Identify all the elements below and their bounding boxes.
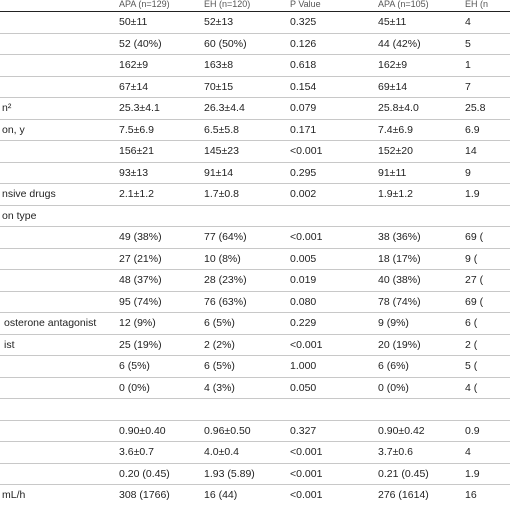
row-label: on, y <box>0 119 116 141</box>
table-cell: 91±11 <box>375 162 462 184</box>
table-row <box>0 463 510 485</box>
table-cell: 6.5±5.8 <box>201 119 287 141</box>
table-cell: 0.171 <box>287 119 375 141</box>
table-row <box>0 356 510 378</box>
table-cell: 25 (19%) <box>116 334 201 356</box>
table-cell: 5 ( <box>462 356 510 378</box>
table-header-row <box>0 0 510 12</box>
table-cell: 7.4±6.9 <box>375 119 462 141</box>
header-cell: EH (n=120) <box>201 0 287 12</box>
table-cell: 0.005 <box>287 248 375 270</box>
table-cell: 69 ( <box>462 291 510 313</box>
header-cell <box>0 0 116 12</box>
row-label: osterone antagonist <box>0 313 116 335</box>
table-cell: 69±14 <box>375 76 462 98</box>
table-row <box>0 248 510 270</box>
table-cell: 0.050 <box>287 377 375 399</box>
table-cell: 44 (42%) <box>375 33 462 55</box>
table-cell: 25.8±4.0 <box>375 98 462 120</box>
row-label <box>0 76 116 98</box>
table-cell: 1.9 <box>462 184 510 206</box>
table-cell: 1.9 <box>462 463 510 485</box>
section-heading-row <box>0 205 510 227</box>
table-cell: 1.9±1.2 <box>375 184 462 206</box>
table-cell: 70±15 <box>201 76 287 98</box>
header-cell: EH (n <box>462 0 510 12</box>
header-cell: APA (n=129) <box>116 0 201 12</box>
table-cell: 25.3±4.1 <box>116 98 201 120</box>
table-cell: 7 <box>462 76 510 98</box>
table-cell: 50±11 <box>116 12 201 34</box>
table-cell: 152±20 <box>375 141 462 163</box>
table-cell: 2 ( <box>462 334 510 356</box>
table-cell: 38 (36%) <box>375 227 462 249</box>
table-cell: 4 (3%) <box>201 377 287 399</box>
row-label <box>0 356 116 378</box>
table-row <box>0 485 510 506</box>
table-cell: 0.154 <box>287 76 375 98</box>
row-label <box>0 12 116 34</box>
table-cell: 0.325 <box>287 12 375 34</box>
table-cell: 6 (5%) <box>116 356 201 378</box>
row-label: mL/h <box>2 489 26 502</box>
table-cell: 0 (0%) <box>375 377 462 399</box>
row-label <box>0 377 116 399</box>
table-cell: 145±23 <box>201 141 287 163</box>
table-cell: 6.9 <box>462 119 510 141</box>
table-cell: 16 <box>465 489 477 502</box>
table-cell: 0.019 <box>287 270 375 292</box>
table-cell: 0.9 <box>462 420 510 442</box>
table-cell: 0.080 <box>287 291 375 313</box>
row-label <box>0 248 116 270</box>
table-cell: 9 ( <box>462 248 510 270</box>
table-cell: 16 (44) <box>204 489 238 502</box>
table-row <box>0 119 510 141</box>
table-row <box>0 12 510 34</box>
table-row <box>0 442 510 464</box>
table-row <box>0 227 510 249</box>
table-cell: 0.079 <box>287 98 375 120</box>
row-label <box>0 442 116 464</box>
table-row <box>0 184 510 206</box>
table-cell: 1 <box>462 55 510 77</box>
table-cell: 7.5±6.9 <box>116 119 201 141</box>
table-cell: 9 (9%) <box>375 313 462 335</box>
table-cell: 0.618 <box>287 55 375 77</box>
table-cell: 25.8 <box>462 98 510 120</box>
section-heading: on type <box>0 205 510 227</box>
row-label <box>0 162 116 184</box>
table-cell: 162±9 <box>375 55 462 77</box>
table-cell: 48 (37%) <box>116 270 201 292</box>
header-cell: APA (n=105) <box>375 0 462 12</box>
table-cell: 40 (38%) <box>375 270 462 292</box>
table-cell: 49 (38%) <box>116 227 201 249</box>
table-cell: 4.0±0.4 <box>201 442 287 464</box>
table-cell: <0.001 <box>287 227 375 249</box>
table-cell: 27 (21%) <box>116 248 201 270</box>
table-cell: 6 ( <box>462 313 510 335</box>
table-row <box>0 334 510 356</box>
row-label <box>0 270 116 292</box>
table-row <box>0 162 510 184</box>
table-cell: 308 (1766) <box>119 489 170 502</box>
table-cell: 52 (40%) <box>116 33 201 55</box>
table-cell: 0.327 <box>287 420 375 442</box>
table-cell: 1.7±0.8 <box>201 184 287 206</box>
row-label: nsive drugs <box>0 184 116 206</box>
table-cell: 77 (64%) <box>201 227 287 249</box>
table-cell: 6 (5%) <box>201 313 287 335</box>
table-row <box>0 55 510 77</box>
table-cell: 45±11 <box>375 12 462 34</box>
table-cell: 0.295 <box>287 162 375 184</box>
table-cell: 3.7±0.6 <box>375 442 462 464</box>
table-cell: 4 ( <box>462 377 510 399</box>
table-cell: 52±13 <box>201 12 287 34</box>
table-cell: <0.001 <box>287 463 375 485</box>
table-cell: <0.001 <box>287 141 375 163</box>
table-cell: 156±21 <box>116 141 201 163</box>
table-cell: 14 <box>462 141 510 163</box>
table-cell: 76 (63%) <box>201 291 287 313</box>
table-cell: 4 <box>462 12 510 34</box>
table-cell: 10 (8%) <box>201 248 287 270</box>
table-cell: 78 (74%) <box>375 291 462 313</box>
table-cell: 28 (23%) <box>201 270 287 292</box>
table-cell: 91±14 <box>201 162 287 184</box>
row-label <box>0 55 116 77</box>
table-row <box>0 420 510 442</box>
table-row <box>0 76 510 98</box>
table-cell: 0.90±0.40 <box>116 420 201 442</box>
table-cell: 67±14 <box>116 76 201 98</box>
table-row <box>0 377 510 399</box>
table-cell: 12 (9%) <box>116 313 201 335</box>
table-cell: 69 ( <box>462 227 510 249</box>
table-cell: 5 <box>462 33 510 55</box>
row-label <box>0 291 116 313</box>
row-label: n² <box>0 98 116 120</box>
table-cell: 0.90±0.42 <box>375 420 462 442</box>
table-cell: 0.20 (0.45) <box>116 463 201 485</box>
blank-cell <box>0 399 510 421</box>
table-row <box>0 313 510 335</box>
table-cell: 4 <box>462 442 510 464</box>
table-cell: 163±8 <box>201 55 287 77</box>
table-cell: 95 (74%) <box>116 291 201 313</box>
blank-row <box>0 399 510 421</box>
table-cell: 0.229 <box>287 313 375 335</box>
table-cell: 9 <box>462 162 510 184</box>
table-cell: 0.96±0.50 <box>201 420 287 442</box>
table-cell: 18 (17%) <box>375 248 462 270</box>
table-cell: 276 (1614) <box>378 489 429 502</box>
row-label <box>0 141 116 163</box>
header-cell: P Value <box>287 0 375 12</box>
table-cell: 20 (19%) <box>375 334 462 356</box>
table-cell: 93±13 <box>116 162 201 184</box>
table-cell: <0.001 <box>287 334 375 356</box>
table-row <box>0 291 510 313</box>
table-cell: <0.001 <box>290 489 323 502</box>
table-cell: 0.126 <box>287 33 375 55</box>
row-label: ist <box>0 334 116 356</box>
table-cell: 1.93 (5.89) <box>201 463 287 485</box>
table-cell: 2.1±1.2 <box>116 184 201 206</box>
row-label <box>0 420 116 442</box>
table-row <box>0 141 510 163</box>
table-cell: 2 (2%) <box>201 334 287 356</box>
table-row <box>0 270 510 292</box>
table-cell: 6 (5%) <box>201 356 287 378</box>
table-cell: 0.002 <box>287 184 375 206</box>
table-row <box>0 33 510 55</box>
table-cell: 3.6±0.7 <box>116 442 201 464</box>
table-cell: 60 (50%) <box>201 33 287 55</box>
table-cell: 0 (0%) <box>116 377 201 399</box>
table-cell: 27 ( <box>462 270 510 292</box>
table-cell: <0.001 <box>287 442 375 464</box>
row-label <box>0 463 116 485</box>
row-label <box>0 227 116 249</box>
table-row <box>0 98 510 120</box>
row-label <box>0 33 116 55</box>
table-cell: 162±9 <box>116 55 201 77</box>
table-cell: 1.000 <box>287 356 375 378</box>
table-cell: 6 (6%) <box>375 356 462 378</box>
table-cell: 26.3±4.4 <box>201 98 287 120</box>
table-cell: 0.21 (0.45) <box>375 463 462 485</box>
